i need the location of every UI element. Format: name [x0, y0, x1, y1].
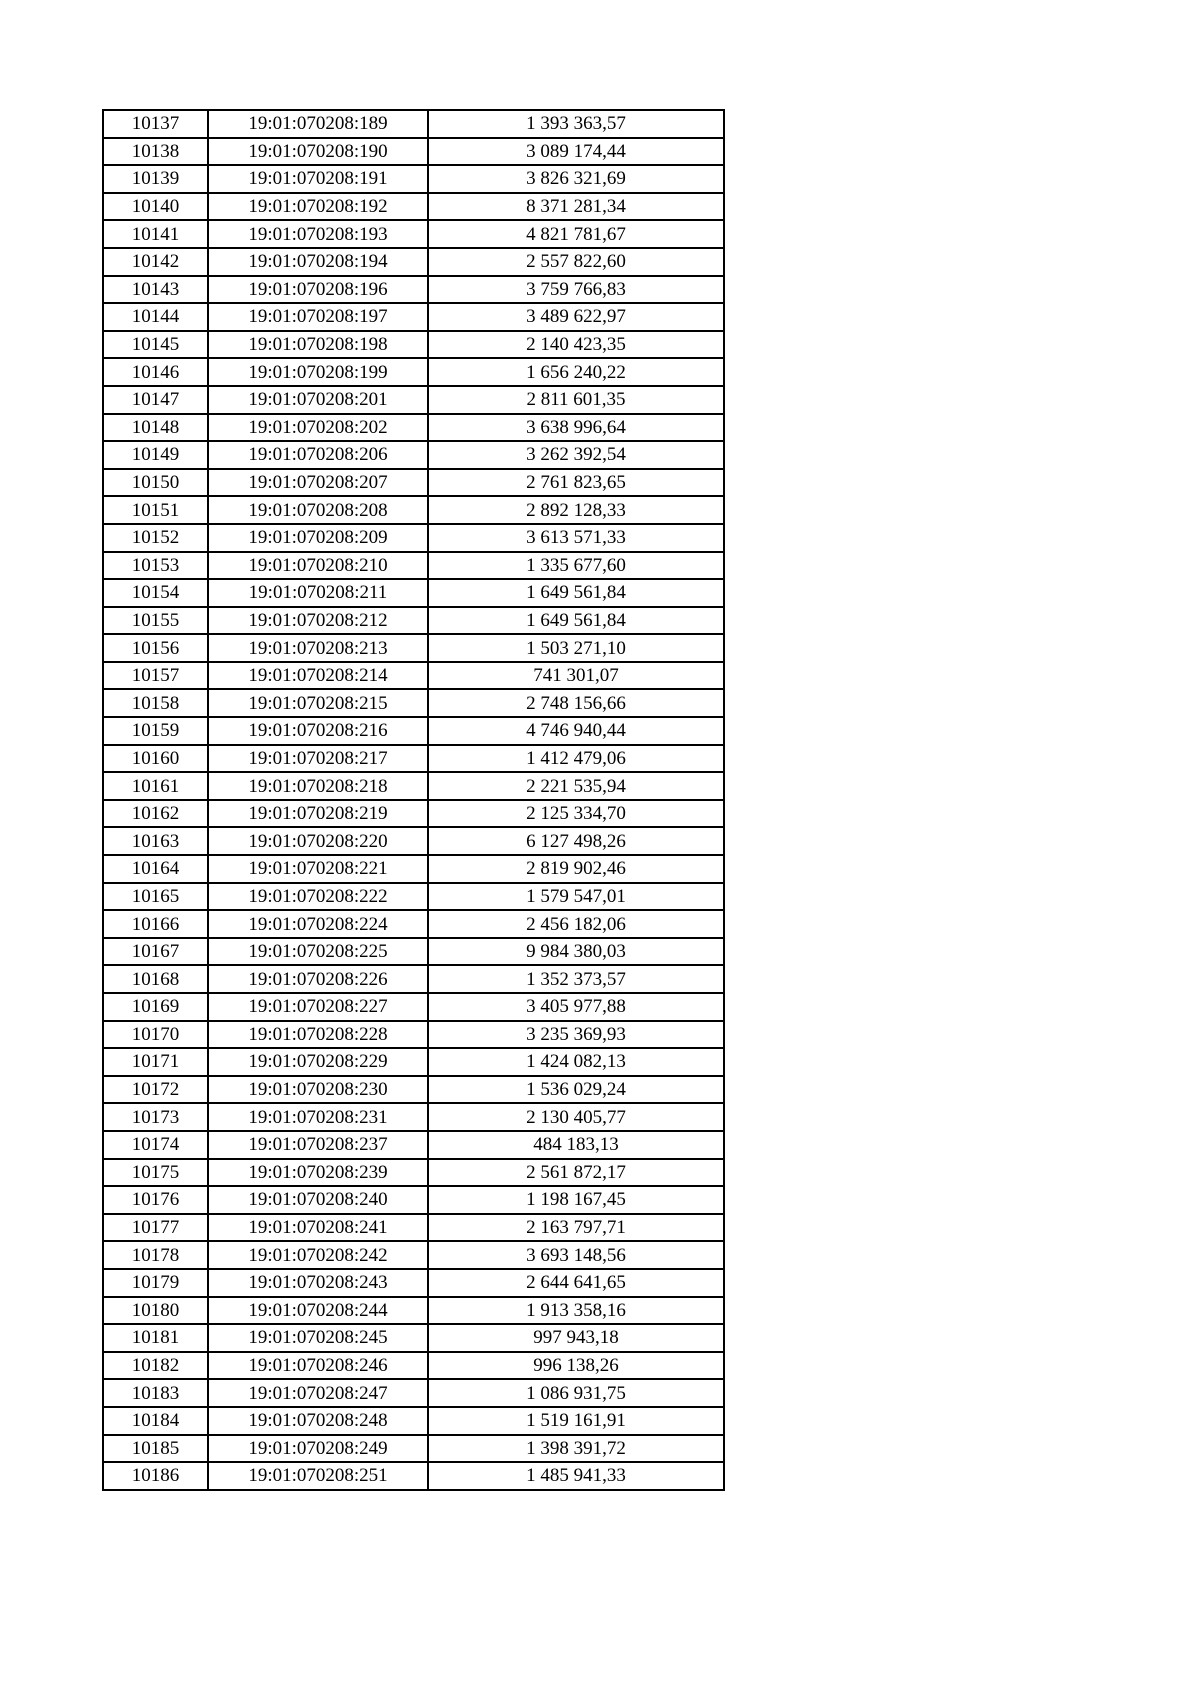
cadastral-number-cell: 19:01:070208:237 — [208, 1131, 428, 1159]
value-cell: 1 649 561,84 — [428, 607, 724, 635]
value-cell: 1 536 029,24 — [428, 1076, 724, 1104]
row-number-cell: 10140 — [103, 193, 208, 221]
row-number-cell: 10149 — [103, 441, 208, 469]
table-row — [103, 220, 724, 248]
table-row — [103, 1379, 724, 1407]
value-cell: 4 821 781,67 — [428, 220, 724, 248]
cadastral-number-cell: 19:01:070208:208 — [208, 496, 428, 524]
row-number-cell: 10153 — [103, 552, 208, 580]
value-cell: 3 826 321,69 — [428, 165, 724, 193]
table-row — [103, 386, 724, 414]
row-number-cell: 10169 — [103, 993, 208, 1021]
table-row — [103, 965, 724, 993]
row-number-cell: 10157 — [103, 662, 208, 690]
value-cell: 2 130 405,77 — [428, 1103, 724, 1131]
value-cell: 3 613 571,33 — [428, 524, 724, 552]
cadastral-number-cell: 19:01:070208:221 — [208, 855, 428, 883]
table-row — [103, 358, 724, 386]
table-row — [103, 1186, 724, 1214]
table-row — [103, 1048, 724, 1076]
cadastral-number-cell: 19:01:070208:197 — [208, 303, 428, 331]
row-number-cell: 10144 — [103, 303, 208, 331]
value-cell: 8 371 281,34 — [428, 193, 724, 221]
value-cell: 1 398 391,72 — [428, 1435, 724, 1463]
row-number-cell: 10172 — [103, 1076, 208, 1104]
value-cell: 2 748 156,66 — [428, 689, 724, 717]
value-cell: 997 943,18 — [428, 1324, 724, 1352]
value-cell: 1 579 547,01 — [428, 883, 724, 911]
table-row — [103, 1435, 724, 1463]
value-cell: 1 086 931,75 — [428, 1379, 724, 1407]
row-number-cell: 10141 — [103, 220, 208, 248]
value-cell: 1 913 358,16 — [428, 1297, 724, 1325]
table-row — [103, 993, 724, 1021]
value-cell: 2 644 641,65 — [428, 1269, 724, 1297]
row-number-cell: 10159 — [103, 717, 208, 745]
cadastral-number-cell: 19:01:070208:199 — [208, 358, 428, 386]
value-cell: 741 301,07 — [428, 662, 724, 690]
row-number-cell: 10182 — [103, 1352, 208, 1380]
value-cell: 3 759 766,83 — [428, 276, 724, 304]
cadastral-number-cell: 19:01:070208:243 — [208, 1269, 428, 1297]
cadastral-number-cell: 19:01:070208:193 — [208, 220, 428, 248]
table-row — [103, 1269, 724, 1297]
value-cell: 3 235 369,93 — [428, 1021, 724, 1049]
row-number-cell: 10151 — [103, 496, 208, 524]
row-number-cell: 10150 — [103, 469, 208, 497]
table-row — [103, 910, 724, 938]
value-cell: 9 984 380,03 — [428, 938, 724, 966]
value-cell: 2 163 797,71 — [428, 1214, 724, 1242]
cadastral-number-cell: 19:01:070208:231 — [208, 1103, 428, 1131]
value-cell: 1 519 161,91 — [428, 1407, 724, 1435]
cadastral-number-cell: 19:01:070208:245 — [208, 1324, 428, 1352]
value-cell: 484 183,13 — [428, 1131, 724, 1159]
row-number-cell: 10186 — [103, 1462, 208, 1490]
table-row — [103, 193, 724, 221]
cadastral-number-cell: 19:01:070208:230 — [208, 1076, 428, 1104]
row-number-cell: 10166 — [103, 910, 208, 938]
table-row — [103, 1214, 724, 1242]
row-number-cell: 10143 — [103, 276, 208, 304]
row-number-cell: 10164 — [103, 855, 208, 883]
row-number-cell: 10179 — [103, 1269, 208, 1297]
row-number-cell: 10173 — [103, 1103, 208, 1131]
table-row — [103, 634, 724, 662]
table-row — [103, 1407, 724, 1435]
table-row — [103, 441, 724, 469]
value-cell: 3 489 622,97 — [428, 303, 724, 331]
cadastral-number-cell: 19:01:070208:212 — [208, 607, 428, 635]
cadastral-number-cell: 19:01:070208:210 — [208, 552, 428, 580]
cadastral-number-cell: 19:01:070208:240 — [208, 1186, 428, 1214]
row-number-cell: 10160 — [103, 745, 208, 773]
table-row — [103, 827, 724, 855]
table-row — [103, 800, 724, 828]
row-number-cell: 10161 — [103, 772, 208, 800]
row-number-cell: 10168 — [103, 965, 208, 993]
table-row — [103, 1103, 724, 1131]
table-row — [103, 469, 724, 497]
row-number-cell: 10152 — [103, 524, 208, 552]
cadastral-number-cell: 19:01:070208:224 — [208, 910, 428, 938]
row-number-cell: 10147 — [103, 386, 208, 414]
cadastral-number-cell: 19:01:070208:215 — [208, 689, 428, 717]
cadastral-number-cell: 19:01:070208:190 — [208, 138, 428, 166]
row-number-cell: 10138 — [103, 138, 208, 166]
row-number-cell: 10180 — [103, 1297, 208, 1325]
value-cell: 1 649 561,84 — [428, 579, 724, 607]
row-number-cell: 10137 — [103, 110, 208, 138]
table-row — [103, 1241, 724, 1269]
row-number-cell: 10181 — [103, 1324, 208, 1352]
value-cell: 4 746 940,44 — [428, 717, 724, 745]
cadastral-number-cell: 19:01:070208:225 — [208, 938, 428, 966]
cadastral-number-cell: 19:01:070208:196 — [208, 276, 428, 304]
table-row — [103, 662, 724, 690]
cadastral-number-cell: 19:01:070208:217 — [208, 745, 428, 773]
value-cell: 3 693 148,56 — [428, 1241, 724, 1269]
cadastral-number-cell: 19:01:070208:219 — [208, 800, 428, 828]
table-row — [103, 1462, 724, 1490]
value-cell: 2 140 423,35 — [428, 331, 724, 359]
value-cell: 2 761 823,65 — [428, 469, 724, 497]
value-cell: 1 656 240,22 — [428, 358, 724, 386]
cadastral-number-cell: 19:01:070208:211 — [208, 579, 428, 607]
cadastral-number-cell: 19:01:070208:191 — [208, 165, 428, 193]
row-number-cell: 10139 — [103, 165, 208, 193]
table-row — [103, 110, 724, 138]
table-row — [103, 1076, 724, 1104]
table-row — [103, 689, 724, 717]
value-cell: 2 561 872,17 — [428, 1159, 724, 1187]
row-number-cell: 10171 — [103, 1048, 208, 1076]
table-row — [103, 303, 724, 331]
table-row — [103, 552, 724, 580]
cadastral-number-cell: 19:01:070208:206 — [208, 441, 428, 469]
cadastral-number-cell: 19:01:070208:194 — [208, 248, 428, 276]
table-row — [103, 717, 724, 745]
row-number-cell: 10183 — [103, 1379, 208, 1407]
table-row — [103, 248, 724, 276]
row-number-cell: 10165 — [103, 883, 208, 911]
cadastral-number-cell: 19:01:070208:229 — [208, 1048, 428, 1076]
value-cell: 2 125 334,70 — [428, 800, 724, 828]
table-row — [103, 524, 724, 552]
value-cell: 1 393 363,57 — [428, 110, 724, 138]
cadastral-number-cell: 19:01:070208:244 — [208, 1297, 428, 1325]
value-cell: 1 198 167,45 — [428, 1186, 724, 1214]
row-number-cell: 10155 — [103, 607, 208, 635]
table-row — [103, 883, 724, 911]
cadastral-number-cell: 19:01:070208:202 — [208, 414, 428, 442]
table-row — [103, 138, 724, 166]
value-cell: 2 811 601,35 — [428, 386, 724, 414]
value-cell: 2 557 822,60 — [428, 248, 724, 276]
table-body — [103, 110, 724, 1490]
value-cell: 1 485 941,33 — [428, 1462, 724, 1490]
table-row — [103, 496, 724, 524]
value-cell: 3 638 996,64 — [428, 414, 724, 442]
value-cell: 3 262 392,54 — [428, 441, 724, 469]
cadastral-number-cell: 19:01:070208:218 — [208, 772, 428, 800]
value-cell: 3 405 977,88 — [428, 993, 724, 1021]
cadastral-number-cell: 19:01:070208:227 — [208, 993, 428, 1021]
row-number-cell: 10158 — [103, 689, 208, 717]
table-row — [103, 607, 724, 635]
cadastral-number-cell: 19:01:070208:214 — [208, 662, 428, 690]
value-cell: 1 335 677,60 — [428, 552, 724, 580]
value-cell: 996 138,26 — [428, 1352, 724, 1380]
cadastral-number-cell: 19:01:070208:241 — [208, 1214, 428, 1242]
value-cell: 6 127 498,26 — [428, 827, 724, 855]
table-row — [103, 855, 724, 883]
row-number-cell: 10175 — [103, 1159, 208, 1187]
cadastral-number-cell: 19:01:070208:207 — [208, 469, 428, 497]
value-cell: 1 424 082,13 — [428, 1048, 724, 1076]
row-number-cell: 10156 — [103, 634, 208, 662]
row-number-cell: 10146 — [103, 358, 208, 386]
row-number-cell: 10170 — [103, 1021, 208, 1049]
table-row — [103, 276, 724, 304]
table-row — [103, 579, 724, 607]
cadastral-number-cell: 19:01:070208:249 — [208, 1435, 428, 1463]
row-number-cell: 10148 — [103, 414, 208, 442]
table-row — [103, 745, 724, 773]
table-row — [103, 165, 724, 193]
cadastral-number-cell: 19:01:070208:251 — [208, 1462, 428, 1490]
table-row — [103, 1159, 724, 1187]
cadastral-number-cell: 19:01:070208:213 — [208, 634, 428, 662]
value-cell: 2 221 535,94 — [428, 772, 724, 800]
value-cell: 3 089 174,44 — [428, 138, 724, 166]
row-number-cell: 10163 — [103, 827, 208, 855]
row-number-cell: 10174 — [103, 1131, 208, 1159]
row-number-cell: 10185 — [103, 1435, 208, 1463]
row-number-cell: 10145 — [103, 331, 208, 359]
cadastral-number-cell: 19:01:070208:220 — [208, 827, 428, 855]
cadastral-number-cell: 19:01:070208:222 — [208, 883, 428, 911]
row-number-cell: 10142 — [103, 248, 208, 276]
table-row — [103, 414, 724, 442]
table-row — [103, 938, 724, 966]
value-cell: 2 456 182,06 — [428, 910, 724, 938]
value-cell: 2 892 128,33 — [428, 496, 724, 524]
cadastral-number-cell: 19:01:070208:247 — [208, 1379, 428, 1407]
table-row — [103, 1131, 724, 1159]
value-cell: 1 503 271,10 — [428, 634, 724, 662]
row-number-cell: 10176 — [103, 1186, 208, 1214]
row-number-cell: 10167 — [103, 938, 208, 966]
cadastral-number-cell: 19:01:070208:209 — [208, 524, 428, 552]
cadastral-number-cell: 19:01:070208:246 — [208, 1352, 428, 1380]
cadastral-number-cell: 19:01:070208:198 — [208, 331, 428, 359]
cadastral-number-cell: 19:01:070208:226 — [208, 965, 428, 993]
cadastral-number-cell: 19:01:070208:242 — [208, 1241, 428, 1269]
cadastral-value-table — [102, 109, 725, 1491]
row-number-cell: 10177 — [103, 1214, 208, 1242]
cadastral-number-cell: 19:01:070208:239 — [208, 1159, 428, 1187]
cadastral-number-cell: 19:01:070208:248 — [208, 1407, 428, 1435]
value-cell: 1 352 373,57 — [428, 965, 724, 993]
row-number-cell: 10178 — [103, 1241, 208, 1269]
value-cell: 1 412 479,06 — [428, 745, 724, 773]
table-row — [103, 1352, 724, 1380]
value-cell: 2 819 902,46 — [428, 855, 724, 883]
cadastral-number-cell: 19:01:070208:192 — [208, 193, 428, 221]
cadastral-number-cell: 19:01:070208:201 — [208, 386, 428, 414]
table-row — [103, 1021, 724, 1049]
row-number-cell: 10184 — [103, 1407, 208, 1435]
table-row — [103, 331, 724, 359]
cadastral-number-cell: 19:01:070208:216 — [208, 717, 428, 745]
row-number-cell: 10162 — [103, 800, 208, 828]
table-row — [103, 1324, 724, 1352]
table-row — [103, 772, 724, 800]
table-row — [103, 1297, 724, 1325]
row-number-cell: 10154 — [103, 579, 208, 607]
cadastral-number-cell: 19:01:070208:228 — [208, 1021, 428, 1049]
cadastral-number-cell: 19:01:070208:189 — [208, 110, 428, 138]
